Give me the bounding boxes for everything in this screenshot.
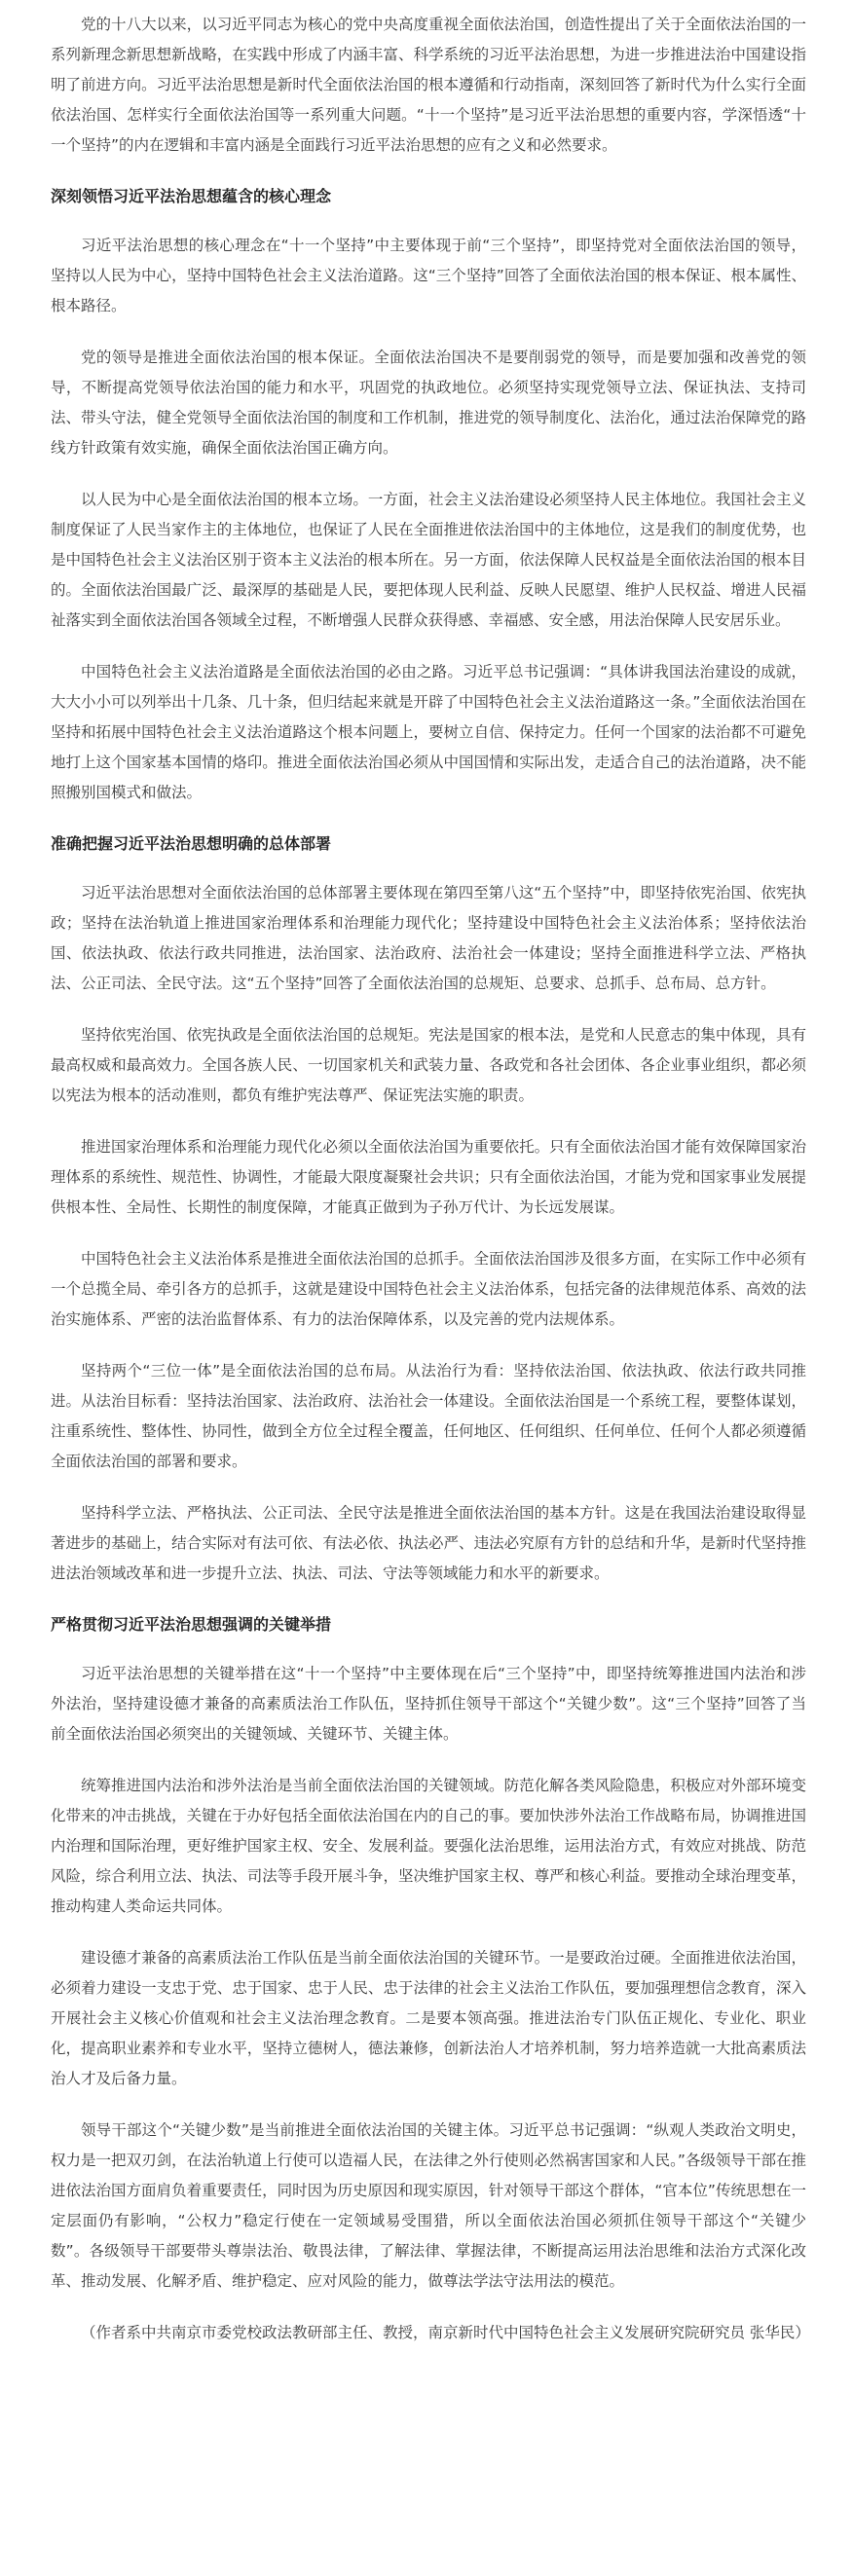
paragraph: 习近平法治思想的核心理念在“十一个坚持”中主要体现于前“三个坚持”，即坚持党对全面依法治国的领导，坚持以人民为中心，坚持中国特色社会主义法治道路。这“三个坚持”回答了全面依法治国的根本保证、根本属性、根本路径。	[51, 237, 806, 314]
paragraph: 中国特色社会主义法治道路是全面依法治国的必由之路。习近平总书记强调：“具体讲我国法治建设的成就，大大小小可以列举出十几条、几十条，但归结起来就是开辟了中国特色社会主义法治道路这一条。”全面依法治国在坚持和拓展中国特色社会主义法治道路这个根本问题上，要树立自信、保持定力。任何一个国家的法治都不可避免地打上这个国家基本国情的烙印。推进全面依法治国必须从中国国情和实际出发，走适合自己的法治道路，决不能照搬别国模式和做法。	[51, 663, 806, 801]
paragraph-intro: 党的十八大以来，以习近平同志为核心的党中央高度重视全面依法治国，创造性提出了关于全面依法治国的一系列新理念新思想新战略，在实践中形成了内涵丰富、科学系统的习近平法治思想，为进一步推进法治中国建设指明了前进方向。习近平法治思想是新时代全面依法治国的根本遵循和行动指南，深刻回答了新时代为什么实行全面依法治国、怎样实行全面依法治国等一系列重大问题。“十一个坚持”是习近平法治思想的重要内容，学深悟透“十一个坚持”的内在逻辑和丰富内涵是全面践行习近平法治思想的应有之义和必然要求。	[51, 16, 806, 154]
section-heading-key-measures: 严格贯彻习近平法治思想强调的关键举措	[51, 1615, 332, 1634]
paragraph: 习近平法治思想对全面依法治国的总体部署主要体现在第四至第八这“五个坚持”中，即坚持依宪治国、依宪执政；坚持在法治轨道上推进国家治理体系和治理能力现代化；坚持建设中国特色社会主义法治体系；坚持依法治国、依法执政、依法行政共同推进，法治国家、法治政府、法治社会一体建设；坚持全面推进科学立法、严格执法、公正司法、全民守法。这“五个坚持”回答了全面依法治国的总规矩、总要求、总抓手、总布局、总方针。	[51, 884, 806, 992]
author-byline: （作者系中共南京市委党校政法教研部主任、教授，南京新时代中国特色社会主义发展研究院研究员 张华民）	[81, 2324, 810, 2341]
paragraph: 坚持依宪治国、依宪执政是全面依法治国的总规矩。宪法是国家的根本法，是党和人民意志的集中体现，具有最高权威和最高效力。全国各族人民、一切国家机关和武装力量、各政党和各社会团体、各企业事业组织，都必须以宪法为根本的活动准则，都负有维护宪法尊严、保证宪法实施的职责。	[51, 1026, 806, 1104]
section-heading-overall-plan: 准确把握习近平法治思想明确的总体部署	[51, 834, 332, 853]
paragraph: 领导干部这个“关键少数”是当前推进全面依法治国的关键主体。习近平总书记强调：“纵观人类政治文明史，权力是一把双刃剑，在法治轨道上行使可以造福人民，在法律之外行使则必然祸害国家和人民。”各级领导干部在推进依法治国方面肩负着重要责任，同时因为历史原因和现实原因，针对领导干部这个群体，“官本位”传统思想在一定层面仍有影响，“公权力”稳定行使在一定领域易受围猎，所以全面依法治国必须抓住领导干部这个“关键少数”。各级领导干部要带头尊崇法治、敬畏法律，了解法律、掌握法律，不断提高运用法治思维和法治方式深化改革、推动发展、化解矛盾、维护稳定、应对风险的能力，做尊法学法守法用法的模范。	[51, 2121, 806, 2290]
paragraph: 习近平法治思想的关键举措在这“十一个坚持”中主要体现在后“三个坚持”中，即坚持统筹推进国内法治和涉外法治，坚持建设德才兼备的高素质法治工作队伍，坚持抓住领导干部这个“关键少数”。这“三个坚持”回答了当前全面依法治国必须突出的关键领域、关键环节、关键主体。	[51, 1665, 806, 1743]
paragraph: 中国特色社会主义法治体系是推进全面依法治国的总抓手。全面依法治国涉及很多方面，在实际工作中必须有一个总揽全局、牵引各方的总抓手，这就是建设中国特色社会主义法治体系，包括完备的法律规范体系、高效的法治实施体系、严密的法治监督体系、有力的法治保障体系，以及完善的党内法规体系。	[51, 1250, 806, 1328]
paragraph: 党的领导是推进全面依法治国的根本保证。全面依法治国决不是要削弱党的领导，而是要加强和改善党的领导，不断提高党领导依法治国的能力和水平，巩固党的执政地位。必须坚持实现党领导立法、保证执法、支持司法、带头守法，健全党领导全面依法治国的制度和工作机制，推进党的领导制度化、法治化，通过法治保障党的路线方针政策有效实施，确保全面依法治国正确方向。	[51, 349, 806, 457]
paragraph: 统筹推进国内法治和涉外法治是当前全面依法治国的关键领域。防范化解各类风险隐患，积极应对外部环境变化带来的冲击挑战，关键在于办好包括全面依法治国在内的自己的事。要加快涉外法治工作战略布局，协调推进国内治理和国际治理，更好维护国家主权、安全、发展利益。要强化法治思维，运用法治方式，有效应对挑战、防范风险，综合利用立法、执法、司法等手段开展斗争，坚决维护国家主权、尊严和核心利益。要推动全球治理变革，推动构建人类命运共同体。	[51, 1777, 806, 1915]
paragraph: 以人民为中心是全面依法治国的根本立场。一方面，社会主义法治建设必须坚持人民主体地位。我国社会主义制度保证了人民当家作主的主体地位，也保证了人民在全面推进依法治国中的主体地位，这是我们的制度优势，也是中国特色社会主义法治区别于资本主义法治的根本所在。另一方面，依法保障人民权益是全面依法治国的根本目的。全面依法治国最广泛、最深厚的基础是人民，要把体现人民利益、反映人民愿望、维护人民权益、增进人民福祉落实到全面依法治国各领域全过程，不断增强人民群众获得感、幸福感、安全感，用法治保障人民安居乐业。	[51, 491, 806, 629]
paragraph: 坚持两个“三位一体”是全面依法治国的总布局。从法治行为看：坚持依法治国、依法执政、依法行政共同推进。从法治目标看：坚持法治国家、法治政府、法治社会一体建设。全面依法治国是一个系统工程，要整体谋划，注重系统性、整体性、协同性，做到全方位全过程全覆盖，任何地区、任何组织、任何单位、任何个人都必须遵循全面依法治国的部署和要求。	[51, 1362, 806, 1470]
paragraph: 建设德才兼备的高素质法治工作队伍是当前全面依法治国的关键环节。一是要政治过硬。全面推进依法治国，必须着力建设一支忠于党、忠于国家、忠于人民、忠于法律的社会主义法治工作队伍，要加强理想信念教育，深入开展社会主义核心价值观和社会主义法治理念教育。二是要本领高强。推进法治专门队伍正规化、专业化、职业化，提高职业素养和专业水平，坚持立德树人，德法兼修，创新法治人才培养机制，努力培养造就一大批高素质法治人才及后备力量。	[51, 1949, 806, 2087]
section-heading-core-concepts: 深刻领悟习近平法治思想蕴含的核心理念	[51, 187, 332, 205]
paragraph: 推进国家治理体系和治理能力现代化必须以全面依法治国为重要依托。只有全面依法治国才能有效保障国家治理体系的系统性、规范性、协调性，才能最大限度凝聚社会共识；只有全面依法治国，才能为党和国家事业发展提供根本性、全局性、长期性的制度保障，才能真正做到为子孙万代计、为长远发展谋。	[51, 1138, 806, 1216]
paragraph: 坚持科学立法、严格执法、公正司法、全民守法是推进全面依法治国的基本方针。这是在我国法治建设取得显著进步的基础上，结合实际对有法可依、有法必依、执法必严、违法必究原有方针的总结和升华，是新时代坚持推进法治领域改革和进一步提升立法、执法、司法、守法等领域能力和水平的新要求。	[51, 1504, 806, 1582]
